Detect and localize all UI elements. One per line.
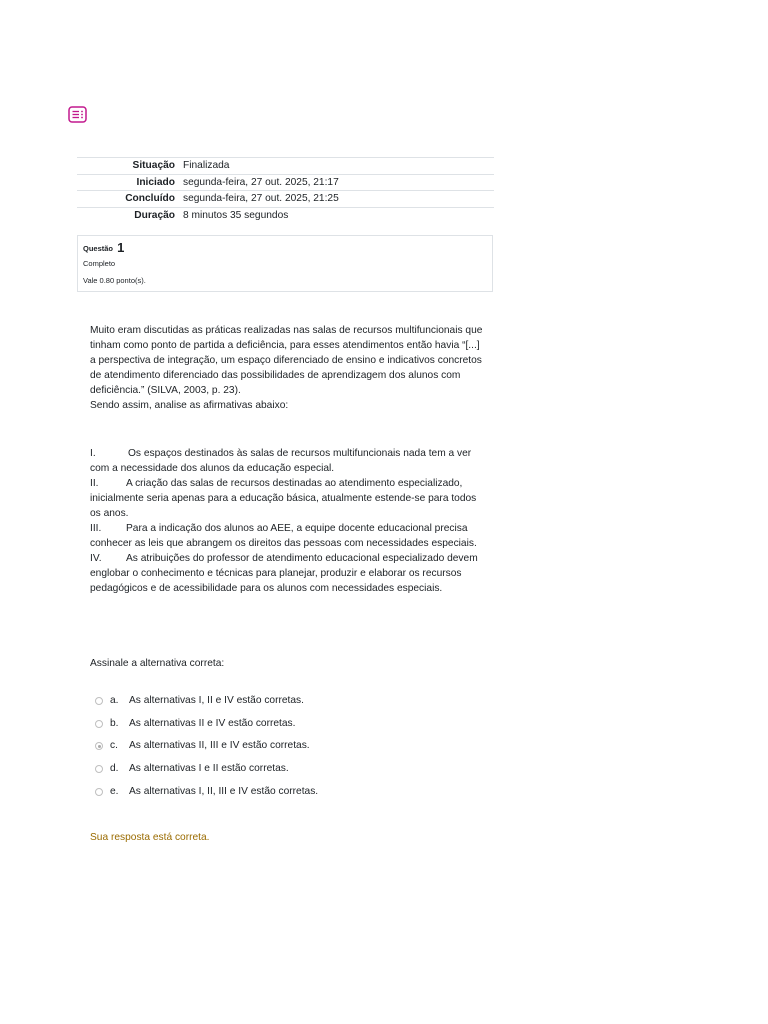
answer-prompt: Assinale a alternativa correta: bbox=[90, 658, 225, 669]
summary-value: segunda-feira, 27 out. 2025, 21:25 bbox=[183, 193, 339, 205]
answer-text: As alternativas I, II e IV estão corretas. bbox=[129, 694, 304, 706]
radio-button[interactable] bbox=[95, 720, 103, 728]
statement-number: III. bbox=[90, 523, 102, 534]
question-intro: Muito eram discutidas as práticas realizadas nas salas de recursos multifuncionais que tinham como ponto de partida a deficiência, para esses atendimentos então havia “[...] a perspectiva de integração, um espaço diferenciado de ensino e indicativos concretos de atendimento diferenciado das possibilidades de aprendizagem dos alunos com deficiência.” (SILVA, 2003, p. 23). bbox=[90, 325, 483, 396]
answer-letter: b. bbox=[110, 717, 119, 729]
statement-number: II. bbox=[90, 478, 99, 489]
statement-text: Para a indicação dos alunos ao AEE, a equipe docente educacional precisa conhecer as leis que abrangem os direitos das pessoas com necessidades especiais. bbox=[90, 523, 477, 549]
answer-feedback: Sua resposta está correta. bbox=[90, 832, 210, 843]
summary-label: Iniciado bbox=[136, 176, 175, 188]
question-lead: Sendo assim, analise as afirmativas abaixo: bbox=[90, 400, 289, 411]
statement-text: Os espaços destinados às salas de recursos multifuncionais nada tem a ver com a necessidade dos alunos da educação especial. bbox=[90, 448, 472, 474]
answer-text: As alternativas II e IV estão corretas. bbox=[129, 717, 296, 729]
answer-text: As alternativas I, II, III e IV estão corretas. bbox=[129, 785, 319, 797]
answer-text: As alternativas I e II estão corretas. bbox=[129, 762, 289, 774]
summary-label: Situação bbox=[132, 160, 175, 172]
summary-label: Concluído bbox=[125, 193, 175, 205]
answer-letter: d. bbox=[110, 762, 119, 774]
statement-text: A criação das salas de recursos destinadas ao atendimento especializado, inicialmente seria apenas para a educação básica, atualmente estende-se para todos os anos. bbox=[90, 478, 477, 519]
statement-number: IV. bbox=[90, 553, 102, 564]
question-grade: Vale 0.80 ponto(s). bbox=[83, 276, 146, 285]
answer-option-e[interactable] bbox=[95, 780, 318, 803]
question-number: 1 bbox=[117, 240, 125, 255]
summary-label: Duração bbox=[134, 210, 175, 222]
question-title bbox=[83, 240, 124, 255]
summary-row-started bbox=[77, 174, 494, 191]
answer-text: As alternativas II, III e IV estão corretas. bbox=[129, 740, 310, 752]
statement-item bbox=[90, 476, 485, 521]
summary-row-status bbox=[77, 158, 494, 175]
answer-option-b[interactable] bbox=[95, 712, 318, 735]
quiz-navigation-icon[interactable] bbox=[68, 106, 87, 123]
question-info-box bbox=[77, 235, 493, 292]
summary-value: segunda-feira, 27 out. 2025, 21:17 bbox=[183, 176, 339, 188]
radio-button[interactable] bbox=[95, 697, 103, 705]
attempt-summary-table bbox=[77, 157, 494, 224]
statement-item bbox=[90, 521, 485, 551]
statement-item bbox=[90, 551, 485, 596]
answer-options bbox=[95, 689, 318, 802]
question-label: Questão bbox=[83, 244, 114, 253]
summary-value: 8 minutos 35 segundos bbox=[183, 210, 289, 222]
statement-text: As atribuições do professor de atendimento educacional especializado devem englobar o conhecimento e técnicas para planejar, produzir e elaborar os recursos pedagógicos e de acessibilidade para os alunos com necessidades especiais. bbox=[90, 553, 478, 594]
statement-item bbox=[90, 446, 485, 476]
answer-option-d[interactable] bbox=[95, 757, 318, 780]
answer-option-a[interactable] bbox=[95, 689, 318, 712]
answer-option-c[interactable] bbox=[95, 734, 318, 757]
answer-letter: e. bbox=[110, 785, 119, 797]
summary-row-duration bbox=[77, 207, 494, 224]
answer-letter: a. bbox=[110, 694, 119, 706]
summary-value: Finalizada bbox=[183, 160, 230, 172]
summary-row-completed bbox=[77, 191, 494, 208]
question-text bbox=[90, 323, 485, 596]
statement-list bbox=[90, 446, 485, 596]
radio-button[interactable] bbox=[95, 765, 103, 773]
radio-button[interactable] bbox=[95, 788, 103, 796]
statement-number: I. bbox=[90, 448, 96, 459]
question-state: Completo bbox=[83, 259, 116, 268]
radio-button-checked[interactable] bbox=[95, 742, 103, 750]
answer-letter: c. bbox=[110, 740, 118, 752]
